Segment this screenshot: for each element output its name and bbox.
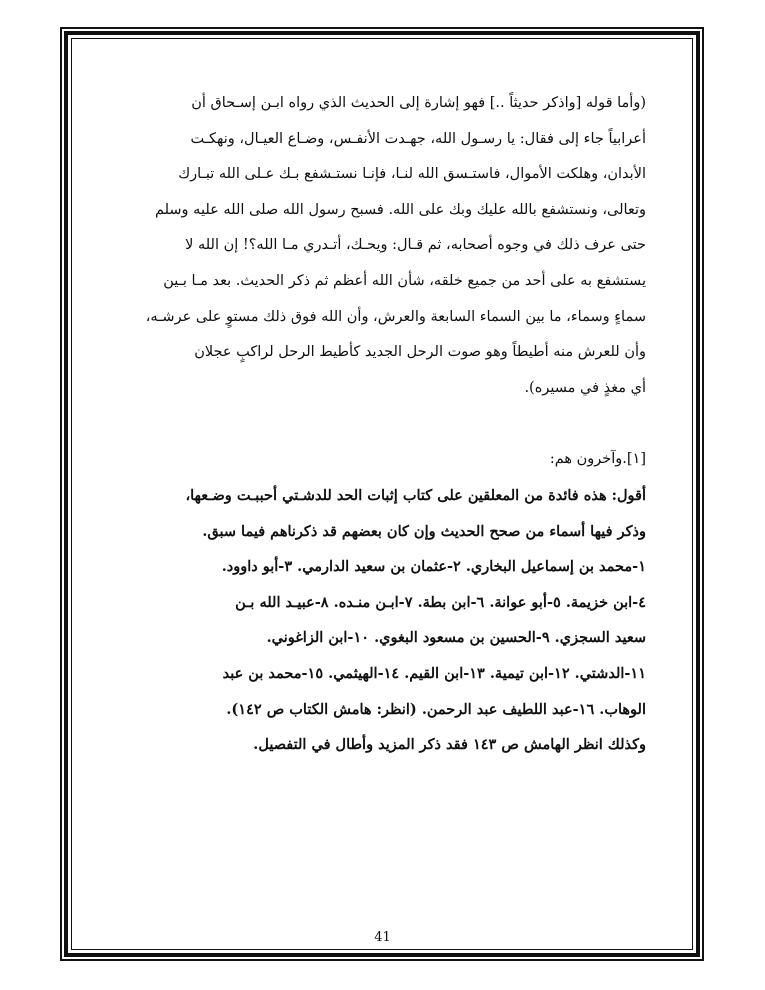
text-line: وتعالى، ونستشفع بالله عليك وبك على الله. فسبح رسول الله صلى الله عليه وسلم <box>154 201 646 218</box>
text-line: سماءٍ وسماء، ما بين السماء السابعة والعرش، وأن الله فوق ذلك مستوٍ على عرشـه، <box>145 308 646 325</box>
text-line: حتى عرف ذلك في وجوه أصحابه، ثم قـال: ويحـك، أتـدري مـا الله؟! إن الله لا <box>185 237 646 254</box>
page-number: 41 <box>374 930 391 945</box>
text-line: وكذلك انظر الهامش ص ١٤٣ فقد ذكر المزيد وأطال في التفصيل. <box>253 736 646 754</box>
text-line: أعرابياً جاء إلى فقال: يا رسـول الله، جهـدت الأنفـس، وضـاع العيـال، ونهكـت <box>190 130 646 147</box>
text-line: الوهاب. ١٦-عبد اللطيف عبد الرحمن. (انظر: هامش الكتاب ص ١٤٢). <box>226 700 646 718</box>
text-line: أي مغذٍ في مسيره). <box>524 379 646 396</box>
text-line: وذكر فيها أسماء من صحح الحديث وإن كان بعضهم قد ذكرناهم فيما سبق. <box>202 522 646 540</box>
text-line: ٤-ابن خزيمة. ٥-أبو عوانة. ٦-ابن بطة. ٧-ابـن منـده. ٨-عبيـد الله بـن <box>235 593 646 611</box>
text-line: [١].وآخرون هم: <box>549 451 646 468</box>
text-line: يستشفع به على أحد من جميع خلقه، شأن الله أعظم ثم ذكر الحديث. بعد مـا بـين <box>163 272 646 289</box>
paragraph-hadith-explanation <box>130 86 646 406</box>
text-line: وأن للعرش منه أطيطاً وهو صوت الرحل الجديد كأطيط الرحل لراكبٍ عجلان <box>194 344 646 361</box>
text-line: ١-محمد بن إسماعيل البخاري. ٢-عثمان بن سعيد الدارمي. ٣-أبو داوود. <box>221 558 646 576</box>
text-line: (وأما قوله [واذكر حديثاً ..] فهو إشارة إلى الحديث الذي رواه ابـن إسـحاق أن <box>191 95 646 111</box>
text-line: ١١-الدشتي. ١٢-ابن تيمية. ١٣-ابن القيم. ١٤-الهيثمي. ١٥-محمد بن عبد <box>222 664 646 682</box>
page-body <box>130 86 646 763</box>
paragraph-authenticators-list <box>130 442 646 762</box>
text-line: الأبدان، وهلكت الأموال، فاستـسق الله لنـا، فإنـا نستـشفع بـك عـلى الله تبـارك <box>178 166 646 183</box>
text-line: أقول: هذه فائدة من المعلقين على كتاب إثبات الحد للدشـتي أحببـت وضـعها، <box>185 486 646 504</box>
text-line: سعيد السجزي. ٩-الحسين بن مسعود البغوي. ١٠-ابن الزاغوني. <box>266 629 646 647</box>
